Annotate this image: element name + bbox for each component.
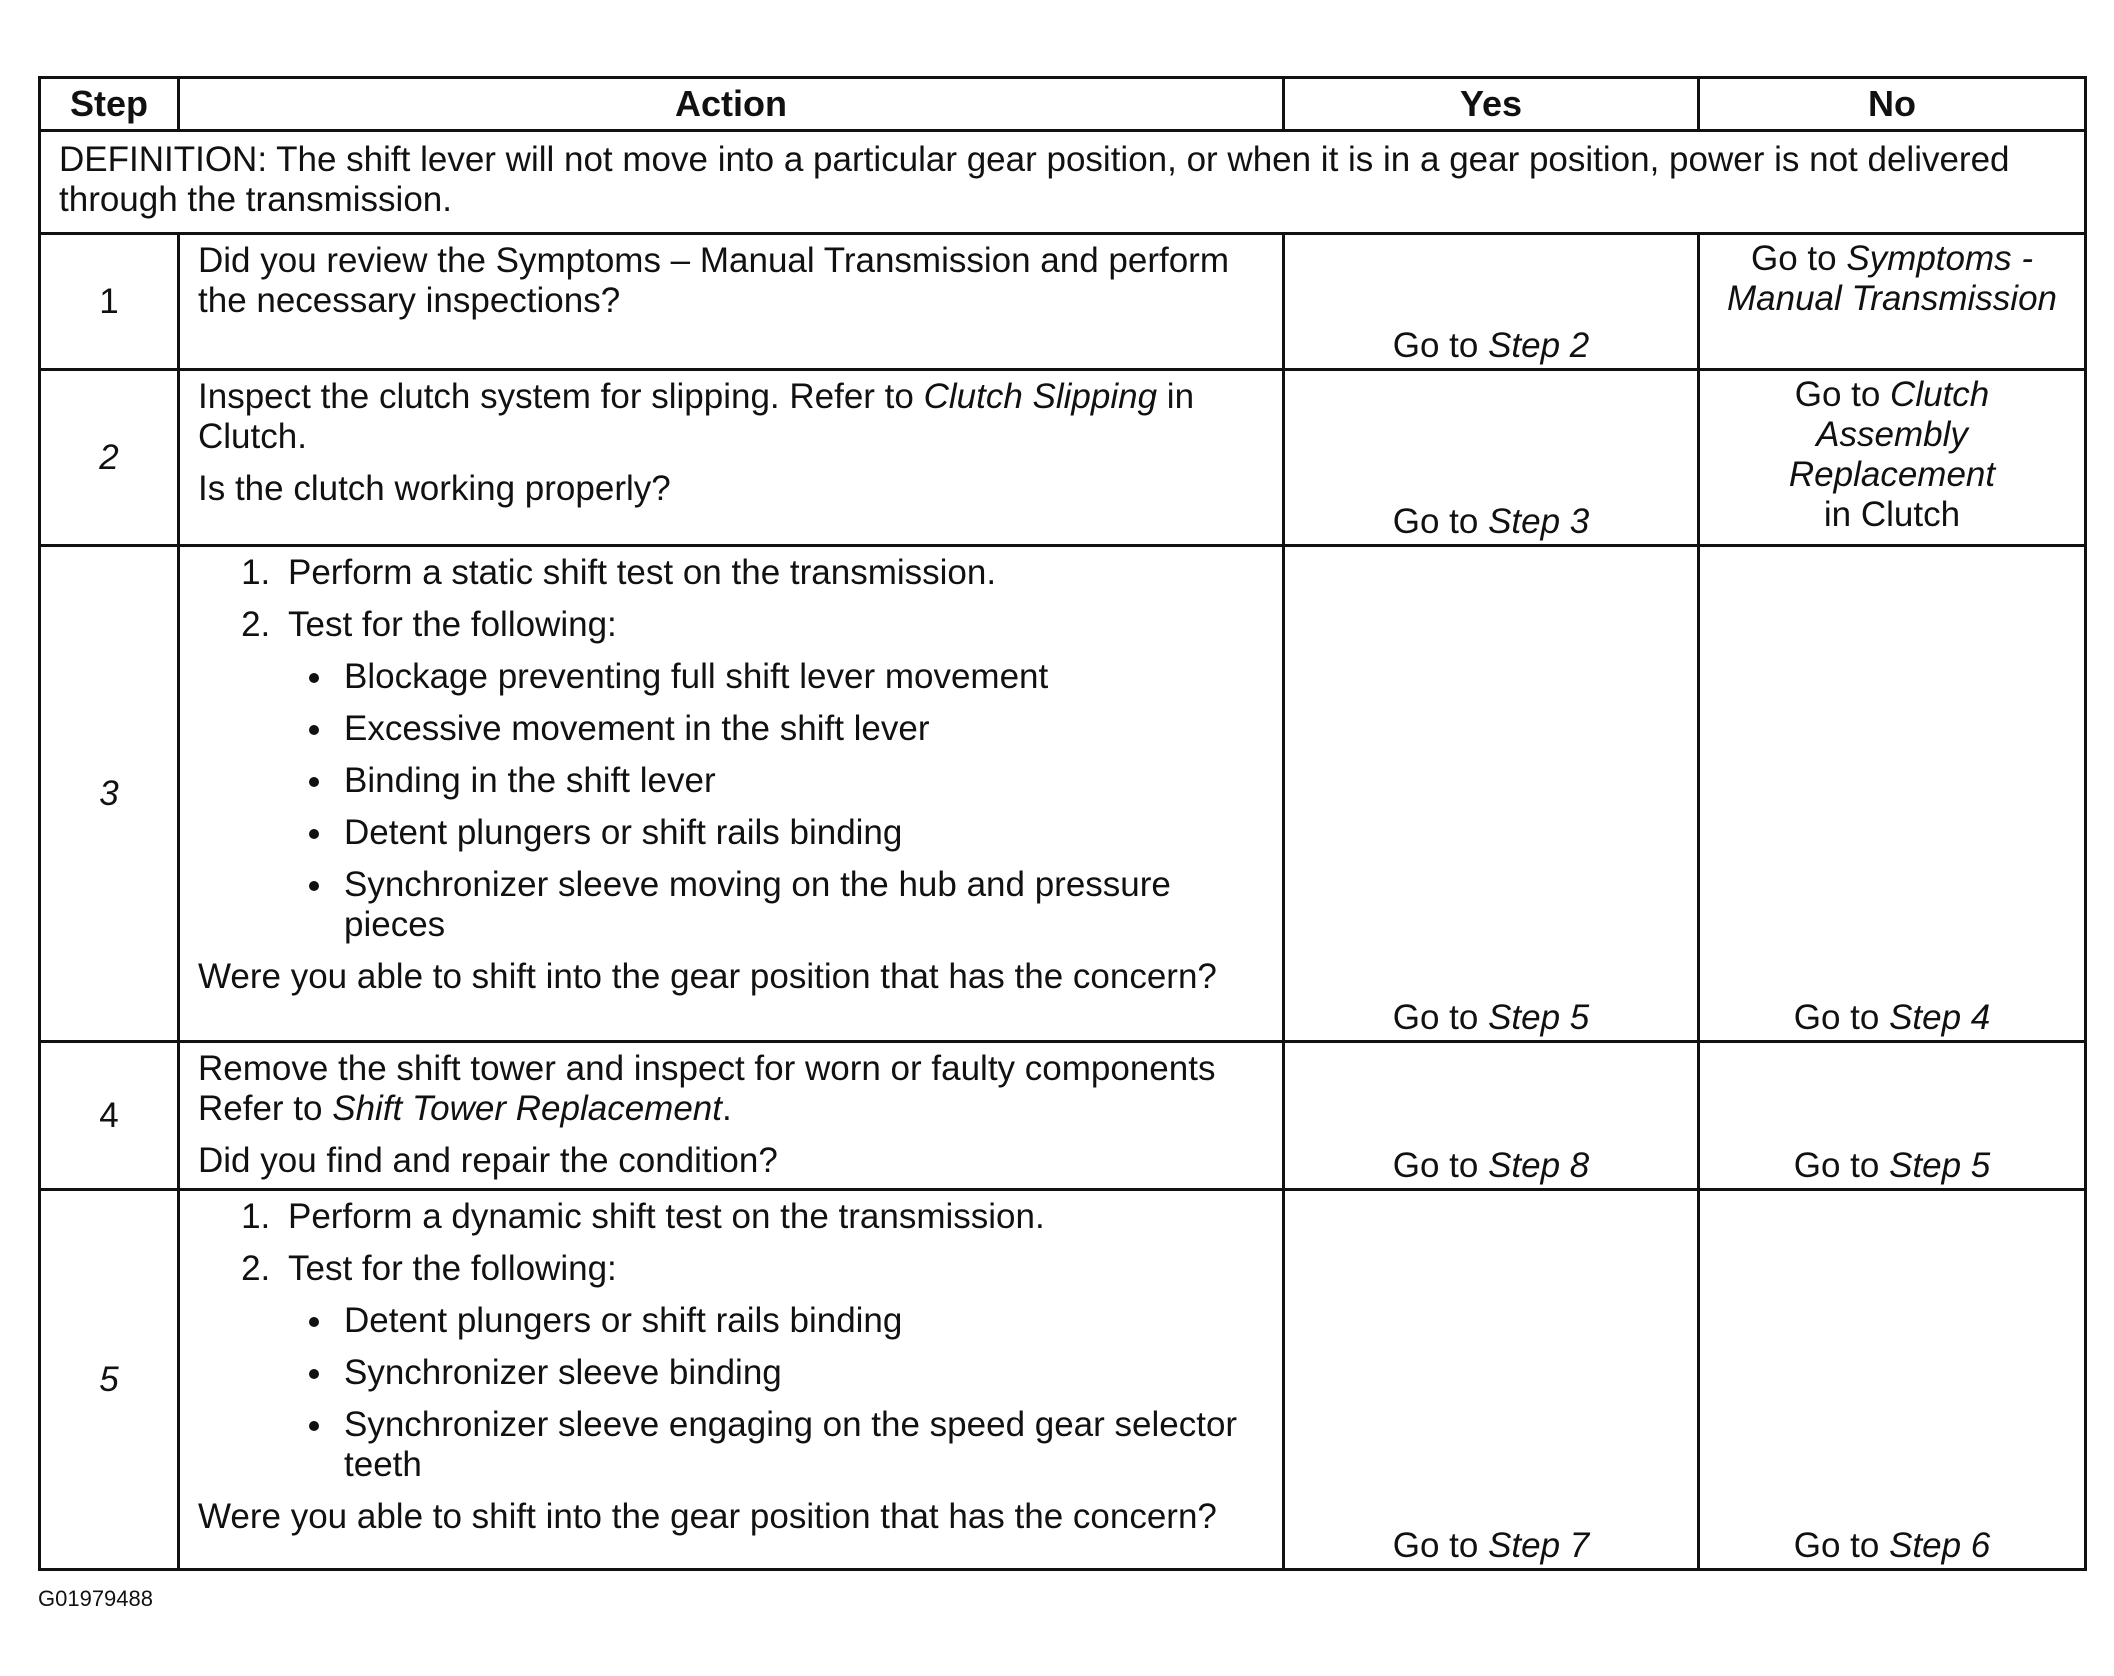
- bullet-item: • Excessive movement in the shift lever: [336, 709, 1264, 749]
- step-number: 5: [40, 1190, 179, 1570]
- header-step: Step: [40, 78, 179, 131]
- goto-text: Go to: [1793, 998, 1890, 1037]
- table-row: [40, 370, 2086, 546]
- header-row: [40, 78, 2086, 131]
- goto-symptoms-link[interactable]: Symptoms -: [1846, 239, 2034, 278]
- list-item: [280, 1249, 1264, 1485]
- no-cell: [1699, 1190, 2086, 1570]
- table-row: [40, 1042, 2086, 1190]
- action-text-part: in Clutch.: [198, 377, 1195, 456]
- goto-text: Go to: [1750, 239, 1847, 278]
- goto-text: Go to: [1392, 502, 1489, 541]
- list-item: 1. Perform a dynamic shift test on the transmission.: [280, 1197, 1264, 1237]
- goto-step-link[interactable]: Step 5: [1889, 1146, 1991, 1185]
- goto-suffix: in Clutch: [1823, 495, 1961, 534]
- definition-text: DEFINITION: The shift lever will not move into a particular gear position, or when it is in a gear position, power is not delivered through the transmission.: [40, 131, 2086, 234]
- no-cell: [1699, 546, 2086, 1042]
- header-no: No: [1699, 78, 2086, 131]
- numbered-list: [198, 1197, 1264, 1485]
- goto-step-link[interactable]: Step 6: [1889, 1526, 1991, 1565]
- action-cell: [179, 370, 1284, 546]
- shift-tower-replacement-link[interactable]: Shift Tower Replacement: [332, 1089, 722, 1128]
- yes-cell: [1284, 1042, 1699, 1190]
- step-number: 1: [40, 234, 179, 370]
- action-text-part: .: [721, 1089, 732, 1128]
- definition-row: [40, 131, 2086, 234]
- clutch-slipping-link[interactable]: Clutch Slipping: [923, 377, 1158, 416]
- diagnostic-table: [38, 76, 2087, 1571]
- step-number: 3: [40, 546, 179, 1042]
- list-item: [280, 605, 1264, 945]
- step-number: 4: [40, 1042, 179, 1190]
- no-cell: [1699, 370, 2086, 546]
- bullet-list: [288, 657, 1264, 945]
- goto-symptoms-link-line2[interactable]: Manual Transmission: [1726, 279, 2058, 318]
- table-row: [40, 546, 2086, 1042]
- clutch-assembly-link[interactable]: Clutch: [1890, 375, 1990, 414]
- goto-step-link[interactable]: Step 3: [1488, 502, 1590, 541]
- goto-step-link[interactable]: Step 4: [1889, 998, 1991, 1037]
- clutch-assembly-link-line2[interactable]: Assembly: [1816, 415, 1968, 454]
- bullet-item: • Blockage preventing full shift lever movement: [336, 657, 1264, 697]
- goto-step-link[interactable]: Step 2: [1488, 326, 1590, 365]
- bullet-item: • Synchronizer sleeve binding: [336, 1353, 1264, 1393]
- header-yes: Yes: [1284, 78, 1699, 131]
- bullet-list: [288, 1301, 1264, 1485]
- action-cell: [179, 546, 1284, 1042]
- action-question: Did you find and repair the condition?: [198, 1141, 778, 1180]
- list-item: 1. Perform a static shift test on the transmission.: [280, 553, 1264, 593]
- yes-cell: [1284, 1190, 1699, 1570]
- bullet-item: • Binding in the shift lever: [336, 761, 1264, 801]
- numbered-list: [198, 553, 1264, 945]
- header-action: Action: [179, 78, 1284, 131]
- yes-cell: [1284, 370, 1699, 546]
- goto-text: Go to: [1392, 326, 1489, 365]
- list-item-text: Test for the following:: [288, 605, 617, 644]
- action-text: Did you review the Symptoms – Manual Transmission and perform the necessary inspections?: [198, 241, 1229, 320]
- goto-step-link[interactable]: Step 5: [1488, 998, 1590, 1037]
- goto-text: Go to: [1392, 1526, 1489, 1565]
- action-cell: [179, 234, 1284, 370]
- action-cell: [179, 1042, 1284, 1190]
- no-cell: [1699, 1042, 2086, 1190]
- action-text: [198, 377, 1264, 457]
- action-question: Were you able to shift into the gear position that has the concern?: [198, 957, 1217, 996]
- action-question: Is the clutch working properly?: [198, 469, 671, 508]
- action-text-part: Remove the shift tower and inspect for worn or faulty components Refer to: [198, 1049, 1216, 1128]
- action-text: [198, 1049, 1264, 1129]
- list-item-text: Test for the following:: [288, 1249, 617, 1288]
- goto-step-link[interactable]: Step 8: [1488, 1146, 1590, 1185]
- goto-text: Go to: [1392, 1146, 1489, 1185]
- bullet-item: • Synchronizer sleeve engaging on the speed gear selector teeth: [336, 1405, 1264, 1485]
- action-question: Were you able to shift into the gear position that has the concern?: [198, 1497, 1217, 1536]
- clutch-assembly-link-line3[interactable]: Replacement: [1788, 455, 1996, 494]
- goto-text: Go to: [1793, 1146, 1890, 1185]
- yes-cell: [1284, 546, 1699, 1042]
- no-cell: [1699, 234, 2086, 370]
- step-number: 2: [40, 370, 179, 546]
- action-text-part: Inspect the clutch system for slipping. Refer to: [198, 377, 924, 416]
- bullet-item: • Detent plungers or shift rails binding: [336, 813, 1264, 853]
- table-row: [40, 234, 2086, 370]
- goto-text: Go to: [1392, 998, 1489, 1037]
- goto-step-link[interactable]: Step 7: [1488, 1526, 1590, 1565]
- table-row: [40, 1190, 2086, 1570]
- goto-text: Go to: [1794, 375, 1891, 414]
- bullet-item: • Synchronizer sleeve moving on the hub and pressure pieces: [336, 865, 1264, 945]
- action-cell: [179, 1190, 1284, 1570]
- bullet-item: • Detent plungers or shift rails binding: [336, 1301, 1264, 1341]
- goto-text: Go to: [1793, 1526, 1890, 1565]
- yes-cell: [1284, 234, 1699, 370]
- figure-code: G01979488: [38, 1586, 153, 1611]
